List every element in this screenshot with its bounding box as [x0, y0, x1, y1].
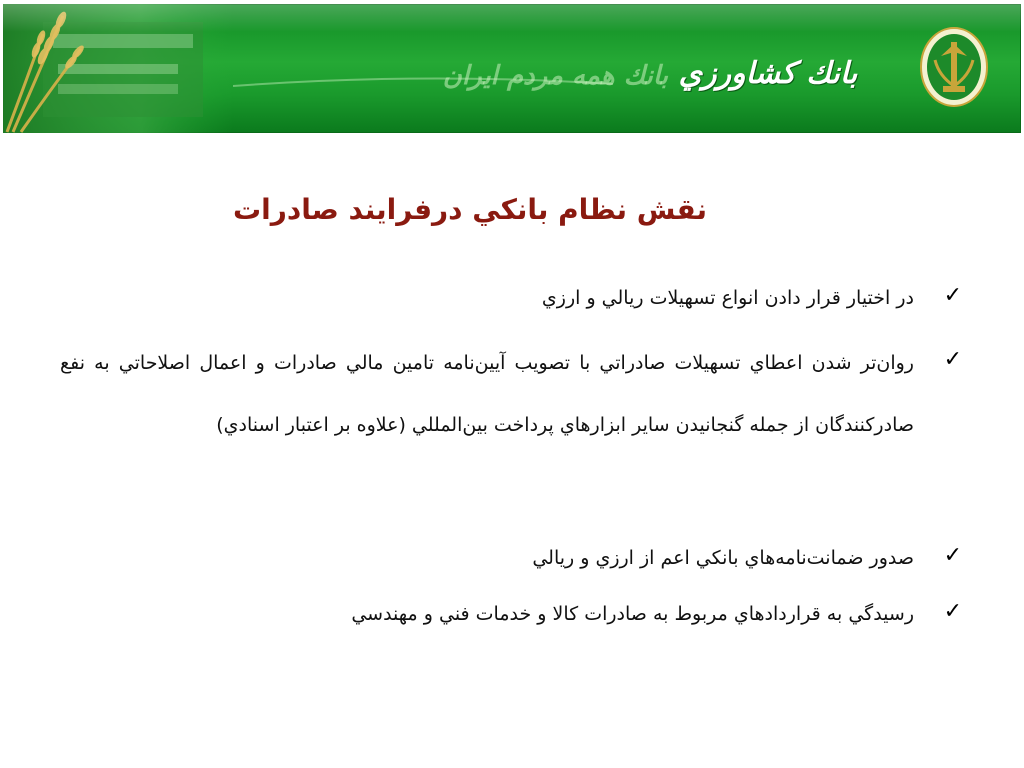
checkmark-icon: ✓ [943, 283, 962, 308]
bank-brand-name: بانك كشاورزي [678, 56, 858, 91]
slide-title: نقش نظام بانكي درفرايند صادرات [233, 193, 707, 226]
bullet-text: رسيدگي به قراردادهاي مربوط به صادرات كالا و خدمات فني و مهندسي [351, 603, 914, 625]
bullet-list [60, 276, 970, 640]
bank-building-image [3, 4, 233, 133]
bullet-text: روان‌تر شدن اعطاي تسهيلات صادراتي با تصويب آيين‌نامه تامين مالي صادرات و اعمال اصلاحاتي به نفع صادركنندگان از جمله گنجانيدن ساير ابزارهاي پرداخت بين‌المللي (علاوه بر اعتبار اسنادي) [60, 352, 914, 436]
checkmark-icon: ✓ [943, 543, 962, 568]
bank-emblem-icon [919, 26, 989, 108]
banner-tagline-faded: بانك همه مردم ايران [442, 61, 668, 91]
bullet-text: صدور ضمانت‌نامه‌هاي بانكي اعم از ارزي و ريالي [532, 547, 914, 569]
list-item [60, 276, 970, 324]
bullet-text: در اختيار قرار دادن انواع تسهيلات ريالي و ارزي [541, 287, 914, 309]
header-banner [0, 0, 1024, 137]
list-item [60, 332, 970, 528]
checkmark-icon: ✓ [943, 347, 962, 372]
list-item [60, 592, 970, 640]
list-item [60, 536, 970, 584]
checkmark-icon: ✓ [943, 599, 962, 624]
banner-background [3, 4, 1021, 133]
